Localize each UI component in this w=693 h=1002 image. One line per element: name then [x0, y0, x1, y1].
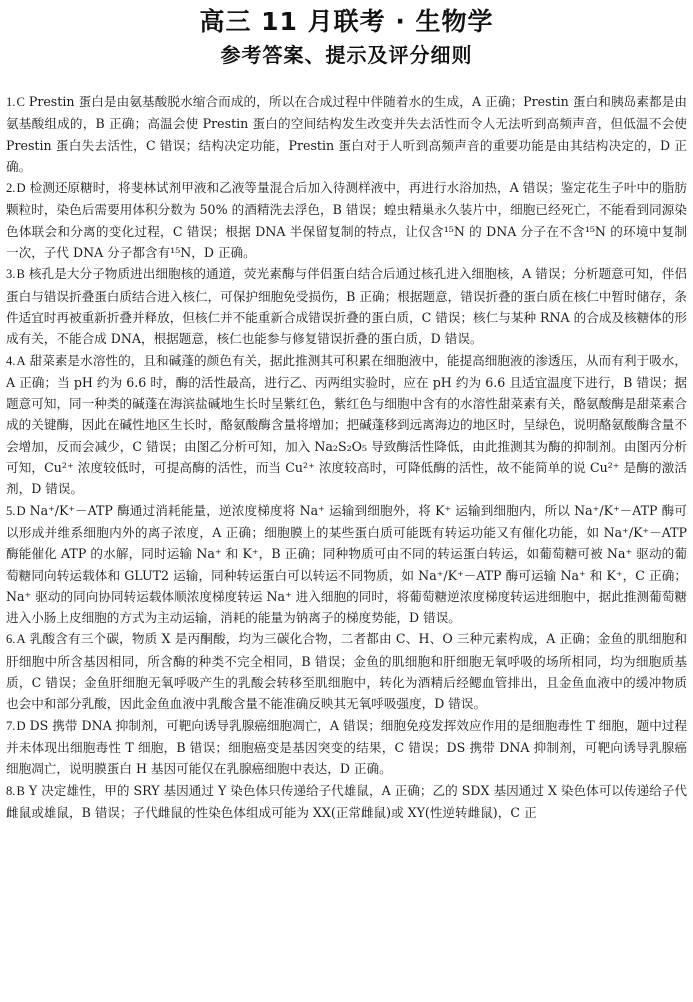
page-title: 高三 11 月联考 · 生物学 — [199, 7, 494, 36]
answer-explanation: Prestin 蛋白是由氨基酸脱水缩合而成的，所以在合成过程中伴随着水的生成，A 正确；Prestin 蛋白和胰岛素都是由氨基酸组成的，B 正确；高温会使 Prestin 蛋白的空间结构发生改变并失去活性而令人无法听到高频声音，但低温不会使 Prestin 蛋白失去活性，C 错误；结构决定功能，Prestin 蛋白对于人听到高频声音的重要功能是由其结构决定的，D 正确。 — [6, 94, 687, 174]
answer-item — [6, 177, 687, 263]
answer-explanation: 甜菜素是水溶性的，且和碱蓬的颜色有关，据此推测其可积累在细胞液中，能提高细胞液的渗透压，从而有利于吸水，A 正确；当 pH 约为 6.6 时，酶的活性最高，进行乙、丙两组实验时，应在 pH 约为 6.6 且适宜温度下进行，B 错误；据题意可知，同一种类的碱蓬在海滨盐碱地生长时呈紫红色，紫红色与细胞中含有的水溶性甜菜素有关，酪氨酸酶是甜菜素合成的关键酶，因此在碱性地区生长时，酪氨酸酶含量将增加；把碱蓬移到远离海边的地区时，呈绿色，说明酪氨酸酶含量不会增加，反而会减少，C 错误；由图乙分析可知，加入 Na₂S₂O₅ 导致酶活性降低，由此推测其为酶的抑制剂。由图丙分析可知，Cu²⁺ 浓度较低时，可提高酶的活性，而当 Cu²⁺ 浓度较高时，可降低酶的活性，故不能简单的说 Cu²⁺ 是酶的激活剂，D 错误。 — [6, 352, 687, 497]
answer-option: A — [16, 632, 26, 647]
answer-option: B — [16, 267, 25, 282]
answer-item — [6, 91, 687, 177]
question-number: 1. — [6, 95, 16, 109]
answer-explanation: 核孔是大分子物质进出细胞核的通道，荧光素酶与伴侣蛋白结合后通过核孔进入细胞核，A 错误；分析题意可知，伴侣蛋白与错误折叠蛋白质结合进入核仁，可保护细胞免受损伤，B 正确；根据题意，错误折叠的蛋白质在核仁中暂时储存，条件适宜时再被重新折叠并释放，但核仁并不能重新合成错误折叠的蛋白质，C 错误；核仁与某种 RNA 的合成及核糖体的形成有关，不能合成 DNA，根据题意，核仁也能参与修复错误折叠的蛋白质，D 错误。 — [6, 266, 687, 347]
answer-list — [6, 91, 687, 823]
answer-explanation: DS 携带 DNA 抑制剂，可靶向诱导乳腺癌细胞凋亡，A 错误；细胞免疫发挥效应作用的是细胞毒性 T 细胞，题中过程并未体现出细胞毒性 T 细胞，B 错误；细胞癌变是基因突变的结果，C 错误；DS 携带 DNA 抑制剂，可靶向诱导乳腺癌细胞凋亡，说明膜蛋白 H 基因可能仅在乳腺癌细胞中表达，D 正确。 — [6, 717, 687, 777]
answer-item — [6, 628, 687, 714]
question-number: 3. — [6, 267, 16, 282]
answer-option: C — [16, 95, 25, 109]
answer-item — [6, 263, 687, 349]
question-number: 6. — [6, 632, 16, 647]
answer-option: B — [16, 783, 25, 798]
question-number: 2. — [6, 181, 16, 196]
answer-option: D — [16, 718, 26, 733]
question-number: 7. — [6, 718, 16, 733]
answer-item — [6, 715, 687, 780]
question-number: 8. — [6, 783, 16, 798]
answer-option: D — [16, 181, 26, 196]
page-subtitle: 参考答案、提示及评分细则 — [220, 43, 473, 67]
answer-explanation: Na⁺/K⁺－ATP 酶通过消耗能量，逆浓度梯度将 Na⁺ 运输到细胞外，将 K⁺ 运输到细胞内，所以 Na⁺/K⁺－ATP 酶可以形成并维系细胞内外的离子浓度，A 正确；细胞膜上的某些蛋白质可能既有转运功能又有催化功能，如 Na⁺/K⁺－ATP 酶能催化 ATP 的水解，同时运输 Na⁺ 和 K⁺，B 正确；同种物质可由不同的转运蛋白转运，如葡萄糖可被 Na⁺ 驱动的葡萄糖同向转运载体和 GLUT2 运输，同种转运蛋白可以转运不同物质，如 Na⁺/K⁺－ATP 酶可运输 Na⁺ 和 K⁺，C 正确；Na⁺ 驱动的同向协同转运载体顺浓度梯度转运 Na⁺ 进入细胞的同时，将葡萄糖逆浓度梯度转运进细胞中，据此推测葡萄糖进入小肠上皮细胞的方式为主动运输，消耗的能量为钠离子的梯度势能，D 错误。 — [6, 502, 687, 626]
answer-option: D — [16, 503, 26, 518]
answer-explanation: 检测还原糖时，将斐林试剂甲液和乙液等量混合后加入待测样液中，再进行水浴加热，A 错误；鉴定花生子叶中的脂肪颗粒时，染色后需要用体积分数为 50% 的酒精洗去浮色，B 错误；蝗虫精巢永久装片中，细胞已经死亡，不能看到同源染色体联会和分离的变化过程，C 错误；根据 DNA 半保留复制的特点，让仅含¹⁵N 的 DNA 分子在不含¹⁵N 的环境中复制一次，子代 DNA 分子都含有¹⁵N，D 正确。 — [6, 180, 687, 261]
answer-item — [6, 780, 687, 824]
answer-explanation: Y 决定雄性，甲的 SRY 基因通过 Y 染色体只传递给子代雄鼠，A 正确；乙的 SDX 基因通过 X 染色体可以传递给子代雌鼠或雄鼠，B 错误；子代雌鼠的性染色体组成可能为 XX(正常雌鼠)或 XY(性逆转雌鼠)，C 正 — [6, 782, 687, 820]
question-number: 4. — [6, 353, 16, 368]
answer-option: A — [16, 353, 26, 368]
answer-item — [6, 500, 687, 629]
answer-explanation: 乳酸含有三个碳，物质 X 是丙酮酸，均为三碳化合物，二者都由 C、H、O 三种元素构成，A 正确；金鱼的肌细胞和肝细胞中所含基因相同，所含酶的种类不完全相同，B 错误；金鱼的肌细胞和肝细胞无氧呼吸的场所相同，均为细胞质基质，C 错误；金鱼肝细胞无氧呼吸产生的乳酸会转移至肌细胞中，转化为酒精后经鳃血管排出，且金鱼血液中的缓冲物质也会中和部分乳酸，因此金鱼血液中乳酸含量不能准确反映其无氧呼吸强度，D 错误。 — [6, 631, 687, 712]
question-number: 5. — [6, 503, 16, 518]
answer-item — [6, 350, 687, 500]
